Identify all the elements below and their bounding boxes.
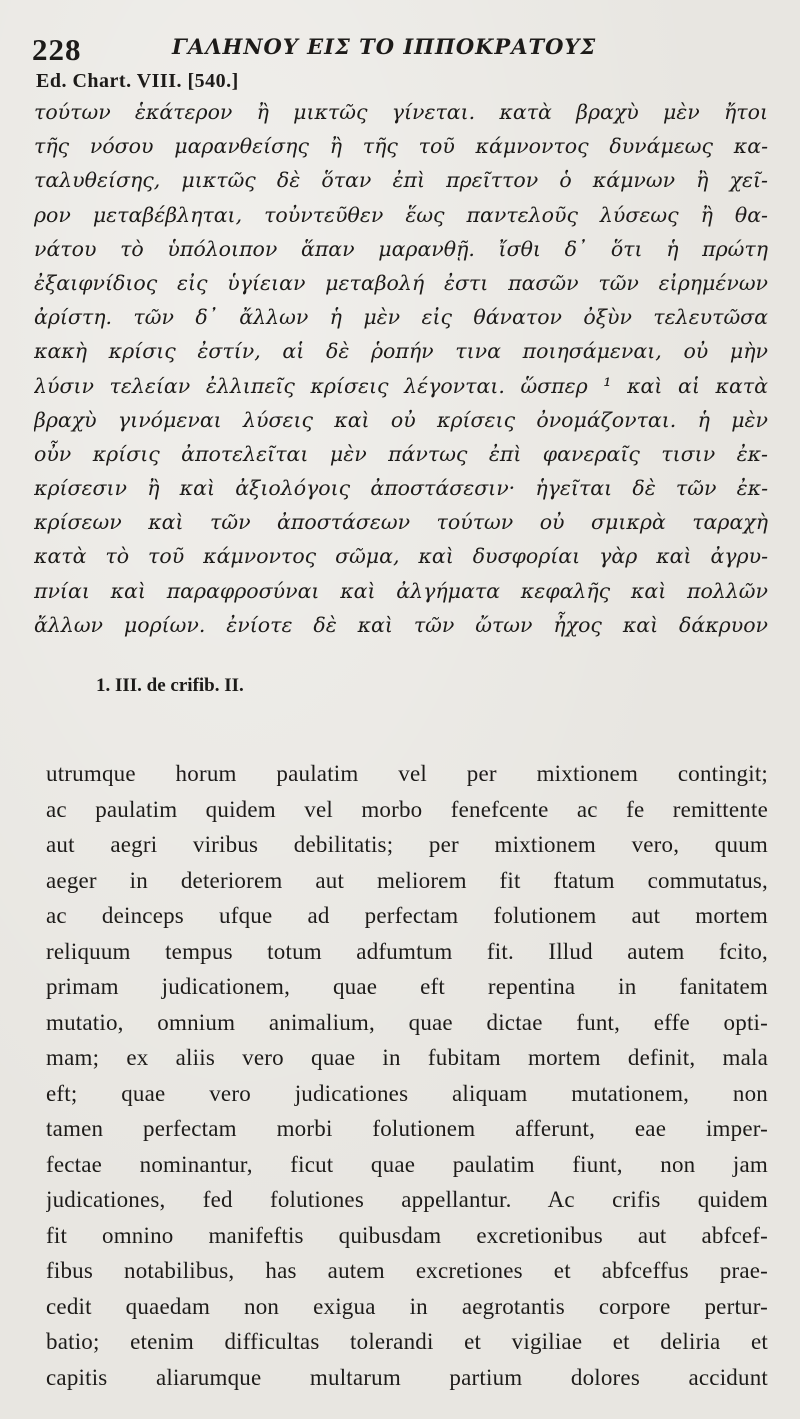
greek-line: κατὰ τὸ τοῦ κάμνοντος σῶμα, καὶ δυσφορίαι γὰρ καὶ ἀγρυ- [34, 544, 768, 569]
latin-line: primam judicationem, quae eft repentina in fanitatem [46, 974, 768, 999]
edition-reference: Ed. Chart. VIII. [540.] [36, 70, 239, 92]
greek-line: οὖν κρίσις ἀποτελεῖται μὲν πάντως ἐπὶ φανεραῖς τισιν ἐκ- [34, 441, 768, 466]
greek-line: πνίαι καὶ παραφροσύναι καὶ ἀλγήματα κεφαλῆς καὶ πολλῶν [34, 578, 768, 603]
latin-line: aut aegri viribus debilitatis; per mixtionem vero, quum [46, 832, 768, 857]
greek-line: ρον μεταβέβληται, τοὐντεῦθεν ἕως παντελοῦς λύσεως ἢ θα- [34, 202, 768, 227]
latin-text-block [46, 756, 768, 1395]
page-number: 228 [32, 32, 82, 67]
latin-line: capitis aliarumque multarum partium dolores accidunt [46, 1364, 768, 1390]
running-head [32, 30, 772, 66]
latin-line: fibus notabilibus, has autem excretiones et abfceffus prae- [46, 1258, 768, 1283]
greek-line: τῆς νόσου μαρανθείσης ἢ τῆς τοῦ κάμνοντος δυνάμεως κα- [34, 134, 768, 159]
latin-line: fit omnino manifeftis quibusdam excretionibus aut abfcef- [46, 1222, 768, 1248]
latin-line: eft; quae vero judicationes aliquam mutationem, non [46, 1080, 768, 1106]
latin-line: mutatio, omnium animalium, quae dictae funt, effe opti- [46, 1009, 768, 1035]
footnote: 1. III. de crifib. II. [96, 675, 244, 696]
greek-line: ἀρίστη. τῶν δ᾽ ἄλλων ἡ μὲν εἰς θάνατον ὀξὺν τελευτῶσα [34, 305, 768, 330]
latin-line: judicationes, fed folutiones appellantur. Ac crifis quidem [46, 1187, 768, 1212]
greek-line: ἄλλων μορίων. ἐνίοτε δὲ καὶ τῶν ὤτων ἦχος καὶ δάκρυον [34, 612, 768, 637]
latin-line: mam; ex aliis vero quae in fubitam mortem definit, mala [46, 1045, 768, 1070]
greek-line: ἐξαιφνίδιος εἰς ὑγίειαν μεταβολή ἐστι πασῶν τῶν εἰρημένων [34, 270, 768, 295]
greek-line: κακὴ κρίσις ἐστίν, αἱ δὲ ῥοπήν τινα ποιησάμεναι, οὐ μὴν [34, 339, 768, 364]
latin-line: utrumque horum paulatim vel per mixtionem contingit; [46, 761, 768, 786]
greek-text-block [34, 95, 768, 642]
latin-line: ac deinceps ufque ad perfectam folutionem aut mortem [46, 903, 768, 928]
latin-line: batio; etenim difficultas tolerandi et vigiliae et deliria et [46, 1329, 768, 1354]
latin-line: tamen perfectam morbi folutionem afferunt, eae imper- [46, 1116, 768, 1141]
running-title: ΓΑΛΗΝΟΥ ΕΙΣ ΤΟ ΙΠΠΟΚΡΑΤΟΥΣ [172, 34, 597, 59]
latin-line: ac paulatim quidem vel morbo fenefcente ac fe remittente [46, 796, 768, 822]
greek-line: νάτου τὸ ὑπόλοιπον ἅπαν μαρανθῇ. ἴσθι δ᾽ ὅτι ἡ πρώτη [34, 236, 768, 261]
latin-line: aeger in deteriorem aut meliorem fit ftatum commutatus, [46, 867, 768, 893]
latin-line: cedit quaedam non exigua in aegrotantis corpore pertur- [46, 1293, 768, 1319]
latin-line: reliquum tempus totum adfumtum fit. Illud autem fcito, [46, 938, 768, 964]
greek-line: βραχὺ γινόμεναι λύσεις καὶ οὐ κρίσεις ὀνομάζονται. ἡ μὲν [34, 407, 768, 432]
greek-line: κρίσεσιν ἢ καὶ ἀξιολόγοις ἀποστάσεσιν· ἡγεῖται δὲ τῶν ἐκ- [34, 476, 768, 501]
greek-line: ταλυθείσης, μικτῶς δὲ ὅταν ἐπὶ πρεῖττον ὁ κάμνων ἢ χεῖ- [34, 168, 768, 193]
latin-line: fectae nominantur, ficut quae paulatim fiunt, non jam [46, 1151, 768, 1177]
greek-line: λύσιν τελείαν ἐλλιπεῖς κρίσεις λέγονται. ὥσπερ ¹ καὶ αἱ κατὰ [34, 373, 768, 398]
greek-line: τούτων ἑκάτερον ἢ μικτῶς γίνεται. κατὰ βραχὺ μὲν ἤτοι [34, 100, 768, 124]
greek-line: κρίσεων καὶ τῶν ἀποστάσεων τούτων οὐ σμικρὰ ταραχὴ [34, 510, 768, 535]
